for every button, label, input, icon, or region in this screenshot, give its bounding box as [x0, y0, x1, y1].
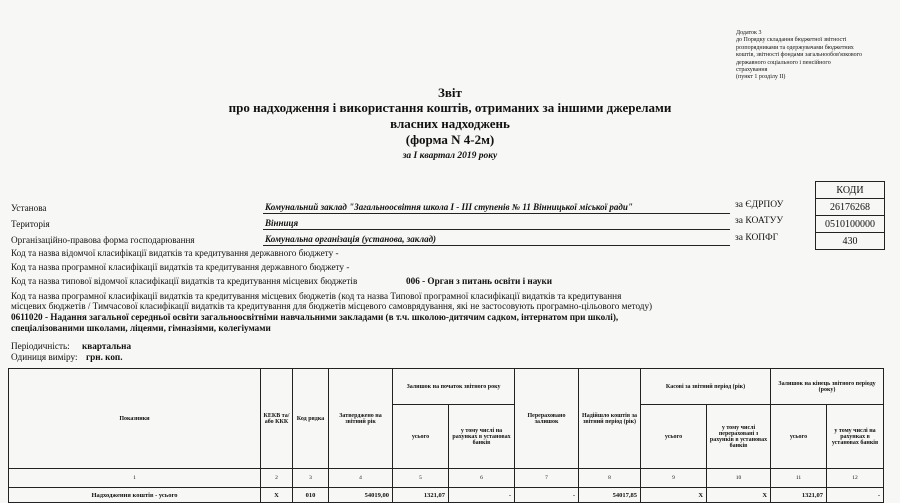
- row-cash-total: X: [641, 488, 707, 503]
- row-transferred: -: [515, 488, 579, 503]
- appendix-line: страхування: [736, 67, 768, 74]
- table-row: [9, 488, 884, 503]
- koatuu-code: 0510100000: [816, 216, 885, 233]
- appendix-note: [736, 30, 896, 82]
- unit-value: грн. коп.: [86, 352, 123, 362]
- typical-classification-label: Код та назва типової відомчої класифікації видатків та кредитування місцевих бюджетів: [11, 276, 358, 286]
- header-approved: Затверджено на звітний рік: [329, 369, 393, 469]
- column-numbers-row: [9, 469, 884, 488]
- row-code: 010: [293, 488, 329, 503]
- territory-name: Вінниця: [265, 218, 299, 228]
- territory-label: Територія: [11, 219, 50, 229]
- appendix-line: коштів, звітності фондами загальнообов'язкового: [736, 52, 862, 59]
- header-indicators: Показники: [9, 369, 261, 469]
- dept-classification: Код та назва відомчої класифікації видатків та кредитування державного бюджету -: [11, 248, 339, 258]
- col-number: 5: [393, 469, 449, 488]
- col-number: 7: [515, 469, 579, 488]
- row-start-bank: -: [449, 488, 515, 503]
- appendix-line: Додаток 3: [736, 30, 762, 36]
- header-balance-start: Залишок на початок звітного року: [393, 369, 515, 405]
- row-name: Надходження коштів - усього: [9, 488, 261, 503]
- col-number: 11: [771, 469, 827, 488]
- row-received: 54017,85: [579, 488, 641, 503]
- col-number: 12: [827, 469, 884, 488]
- koatuu-label: за КОАТУУ: [735, 216, 784, 226]
- report-title: Звіт: [438, 85, 462, 100]
- header-balance-end: Залишок на кінець звітного періоду (року): [771, 369, 884, 405]
- institution-underline: [263, 213, 730, 214]
- codes-header: КОДИ: [816, 182, 885, 199]
- col-number: 4: [329, 469, 393, 488]
- appendix-line: до Порядку складання бюджетної звітності: [736, 37, 847, 44]
- appendix-line: (пункт 1 розділу II): [736, 74, 786, 81]
- edrpou-code: 26176268: [816, 199, 885, 216]
- header-end-bank: у тому числі на рахунках в установах банків: [827, 405, 884, 469]
- form-number: (форма N 4-2м): [405, 132, 495, 147]
- header-transferred: Перераховано залишок: [515, 369, 579, 469]
- row-end-total: 1321,07: [771, 488, 827, 503]
- periodicity-value: квартальна: [82, 341, 132, 351]
- col-number: 9: [641, 469, 707, 488]
- report-period: за I квартал 2019 року: [402, 151, 498, 161]
- program-classification: Код та назва програмної класифікації видатків та кредитування державного бюджету -: [11, 262, 350, 272]
- header-start-bank: у тому числі на рахунках в установах банків: [449, 405, 515, 469]
- col-number: 8: [579, 469, 641, 488]
- col-number: 1: [9, 469, 261, 488]
- institution-label: Установа: [11, 203, 47, 213]
- row-end-bank: -: [827, 488, 884, 503]
- org-form-label: Організаційно-правова форма господарювання: [11, 235, 195, 245]
- territory-underline: [263, 229, 730, 230]
- report-title-line3: власних надходжень: [390, 116, 510, 131]
- appendix-line: державного соціального і пенсійного: [736, 59, 831, 66]
- appendix-line: розпорядниками та одержувачами бюджетних: [736, 44, 854, 51]
- header-cash-expenses: Касові за звітний період (рік): [641, 369, 771, 405]
- header-end-total: усього: [771, 405, 827, 469]
- row-cash-bank: X: [707, 488, 771, 503]
- header-cash-total: усього: [641, 405, 707, 469]
- row-approved: 54019,00: [329, 488, 393, 503]
- local-program-value2: спеціалізованими школами, ліцеями, гімназіями, колегіумами: [11, 323, 271, 333]
- header-start-total: усього: [393, 405, 449, 469]
- row-start-total: 1321,07: [393, 488, 449, 503]
- org-form-underline: [263, 245, 730, 246]
- typical-classification-value: 006 - Орган з питань освіти і науки: [406, 276, 553, 286]
- row-kekv: X: [261, 488, 293, 503]
- report-table: [8, 368, 884, 503]
- header-row-code: Код рядка: [293, 369, 329, 469]
- col-number: 10: [707, 469, 771, 488]
- report-title-line2: про надходження і використання коштів, отриманих за іншими джерелами: [228, 100, 672, 115]
- kopfg-label: за КОПФГ: [735, 233, 779, 243]
- col-number: 6: [449, 469, 515, 488]
- local-program-line2: місцевих бюджетів / Тимчасової класифікації видатків та кредитування для бюджетів місцевого самоврядування, які не застосовують програмно-цільового методу): [11, 301, 653, 311]
- kopfg-code: 430: [816, 233, 885, 250]
- header-received: Надійшло коштів за звітний період (рік): [579, 369, 641, 469]
- header-cash-bank: у тому числі перераховані з рахунків в установах банків: [707, 405, 771, 469]
- org-form-value: Комунальна організація (установа, заклад): [265, 234, 437, 244]
- header-kekv: КЕКВ та/або ККК: [261, 369, 293, 469]
- edrpou-label: за ЄДРПОУ: [735, 200, 784, 210]
- local-program-line1: Код та назва програмної класифікації видатків та кредитування місцевих бюджетів (код та назва Типової програмної класифікації видатків та кредитування: [11, 291, 622, 301]
- col-number: 3: [293, 469, 329, 488]
- institution-name: Комунальний заклад "Загальноосвітня школа I - III ступенів № 11 Вінницької міської ради": [265, 202, 633, 212]
- local-program-value1: 0611020 - Надання загальної середньої освіти загальноосвітніми навчальними закладами (в т.ч. школою-дитячим садком, інтернатом при школі),: [11, 312, 619, 322]
- codes-table: [815, 181, 885, 250]
- periodicity-label: Періодичність:: [11, 341, 70, 351]
- unit-label: Одиниця виміру:: [11, 352, 78, 362]
- col-number: 2: [261, 469, 293, 488]
